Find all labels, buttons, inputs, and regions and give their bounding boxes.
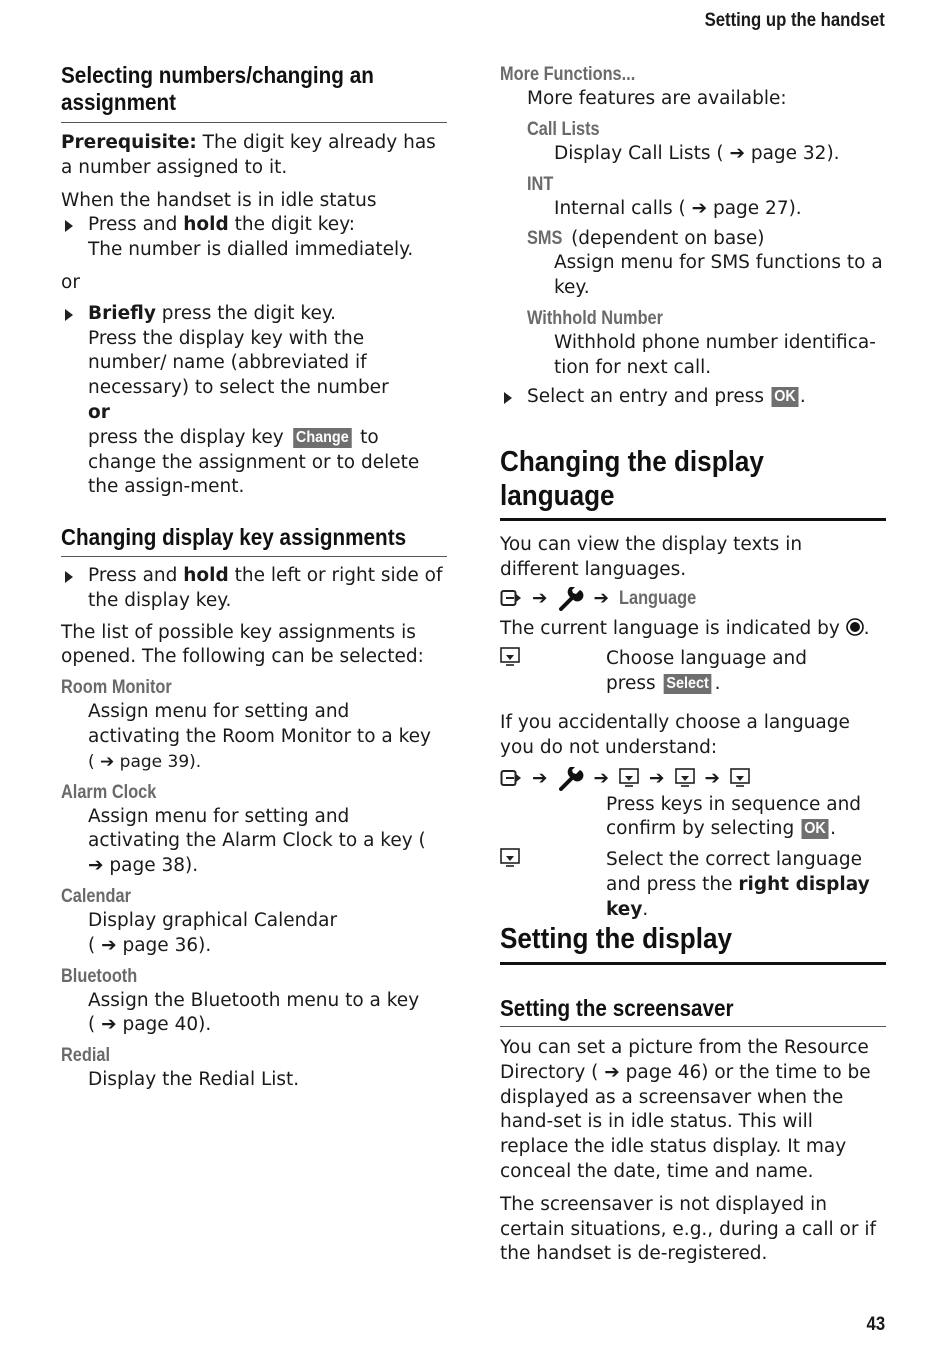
section-more-functions xyxy=(500,63,886,409)
menu-term: INT xyxy=(527,173,554,195)
arrow-icon: ➔ xyxy=(704,767,721,789)
nav-key-icon xyxy=(619,768,639,790)
nav-key-icon xyxy=(675,768,695,790)
menu-term: SMS xyxy=(527,228,563,250)
arrow-icon: ➔ xyxy=(593,767,610,789)
selected-radio-icon xyxy=(846,618,864,636)
section-title: Changing the display language xyxy=(500,446,764,512)
bullet-triangle-icon xyxy=(65,309,73,321)
select-softkey: Select xyxy=(664,674,712,694)
language-intro: You can view the display texts in different languages. xyxy=(500,534,803,580)
arrow-icon: ➔ xyxy=(532,587,548,609)
term-description: Assign menu for setting and activating the Alarm Clock to a key ( ➔ page 38). xyxy=(88,805,426,877)
arrow-icon: ➔ xyxy=(649,767,665,789)
nav-key-icon xyxy=(500,848,520,870)
term-description: More features are available: xyxy=(527,88,787,109)
more-item-call-lists xyxy=(500,118,886,142)
subsection-title: Setting the screensaver xyxy=(500,995,734,1021)
page-number: 43 xyxy=(866,1314,885,1335)
section-rule xyxy=(61,556,447,557)
subsection-rule xyxy=(500,1026,886,1027)
wrench-icon xyxy=(558,587,584,611)
term-description: Assign menu for SMS functions to a key. xyxy=(554,252,883,299)
assignment-list-intro: The list of possible key assignments is opened. The following can be selected: xyxy=(61,621,424,668)
assignment-item-room-monitor xyxy=(61,676,447,774)
reset-key-sequence xyxy=(500,765,886,793)
section-setting-display xyxy=(500,922,886,1267)
bullet-triangle-icon xyxy=(504,392,512,404)
bullet-select-entry: Select an entry and press OK . xyxy=(500,385,886,410)
section-selecting-numbers xyxy=(61,62,447,500)
term-description: Assign menu for setting and activating the Room Monitor to a key ( ➔ page 39). xyxy=(88,701,431,772)
section-rule xyxy=(500,518,886,521)
menu-term: Calendar xyxy=(61,885,131,907)
menu-key-icon xyxy=(500,589,522,609)
or-text: or xyxy=(61,271,80,293)
language-menu-item: Language xyxy=(619,587,697,609)
menu-term: Bluetooth xyxy=(61,965,138,987)
idle-status-text: When the handset is in idle status xyxy=(61,189,377,211)
more-item-withhold-number xyxy=(500,307,886,331)
section-rule xyxy=(61,122,447,123)
term-description: Assign the Bluetooth menu to a key ( ➔ page 40). xyxy=(88,989,420,1036)
more-item-int xyxy=(500,173,886,197)
arrow-icon: ➔ xyxy=(593,587,610,609)
menu-term: More Functions... xyxy=(500,64,636,85)
section-display-language xyxy=(500,445,886,923)
menu-term: Alarm Clock xyxy=(61,781,157,803)
step-confirm-sequence: Press keys in sequence and confirm by selecting OK . xyxy=(606,793,862,840)
bullet-briefly: Briefly press the digit key. Press the display key with the number/ name (abbreviated if necessary) to select the number or press the display key Change to change the assignment or to delete the assign-ment. xyxy=(61,302,447,500)
wrench-icon xyxy=(558,767,584,791)
nav-key-icon xyxy=(730,768,750,790)
screensaver-paragraph-1: You can set a picture from the Resource Directory ( ➔ page 46) or the time to be displayed as a screensaver when the hand-set is in idle status. This will replace the idle status display. It may conceal the date, time and name. xyxy=(500,1037,871,1182)
step-select-correct-language: Select the correct language and press the right display key. xyxy=(500,848,886,922)
bullet-press-hold-side: Press and hold the left or right side of the display key. xyxy=(61,564,447,614)
accident-note: If you accidentally choose a language you do not understand: xyxy=(500,711,850,758)
menu-term: Room Monitor xyxy=(61,677,172,699)
change-softkey: Change xyxy=(293,428,351,448)
menu-term: Call Lists xyxy=(527,118,600,140)
running-header: Setting up the handset xyxy=(704,10,885,31)
bullet-triangle-icon xyxy=(65,220,73,232)
language-menu-path xyxy=(500,585,886,613)
assignment-item-alarm-clock xyxy=(61,781,447,879)
step-choose-language: Choose language and press Select . xyxy=(500,647,886,697)
term-description: Display graphical Calendar ( ➔ page 36). xyxy=(88,909,338,956)
ok-softkey: OK xyxy=(802,819,829,839)
section-display-key-assignments xyxy=(61,524,447,1093)
assignment-item-redial xyxy=(61,1044,447,1093)
assignment-item-calendar xyxy=(61,885,447,959)
menu-term: Redial xyxy=(61,1045,111,1067)
bullet-triangle-icon xyxy=(65,571,73,583)
term-description: Display Call Lists ( ➔ page 32). xyxy=(554,142,840,164)
prerequisite: Prerequisite: The digit key already has a number assigned to it. xyxy=(61,132,436,178)
menu-term: Withhold Number xyxy=(527,307,664,329)
current-language-note: The current language is indicated by . xyxy=(500,617,870,639)
section-title: Selecting numbers/changing an assignment xyxy=(61,62,374,115)
section-title: Setting the display xyxy=(500,923,733,955)
section-rule xyxy=(500,962,886,965)
term-description: Display the Redial List. xyxy=(88,1069,300,1091)
section-title: Changing display key assignments xyxy=(61,524,407,550)
ok-softkey: OK xyxy=(771,387,798,407)
menu-key-icon xyxy=(500,769,522,789)
term-description: Internal calls ( ➔ page 27). xyxy=(554,197,802,219)
more-item-sms: SMS (dependent on base) xyxy=(527,228,765,250)
term-description: Withhold phone number identifica-tion for next call. xyxy=(554,331,876,378)
screensaver-paragraph-2: The screensaver is not displayed in certain situations, e.g., during a call or if the handset is de-registered. xyxy=(500,1193,876,1265)
nav-key-icon xyxy=(500,647,520,669)
assignment-item-bluetooth xyxy=(61,965,447,1039)
bullet-press-hold: Press and hold the digit key: The number is dialled immediately. xyxy=(61,213,447,263)
arrow-icon: ➔ xyxy=(532,767,548,789)
